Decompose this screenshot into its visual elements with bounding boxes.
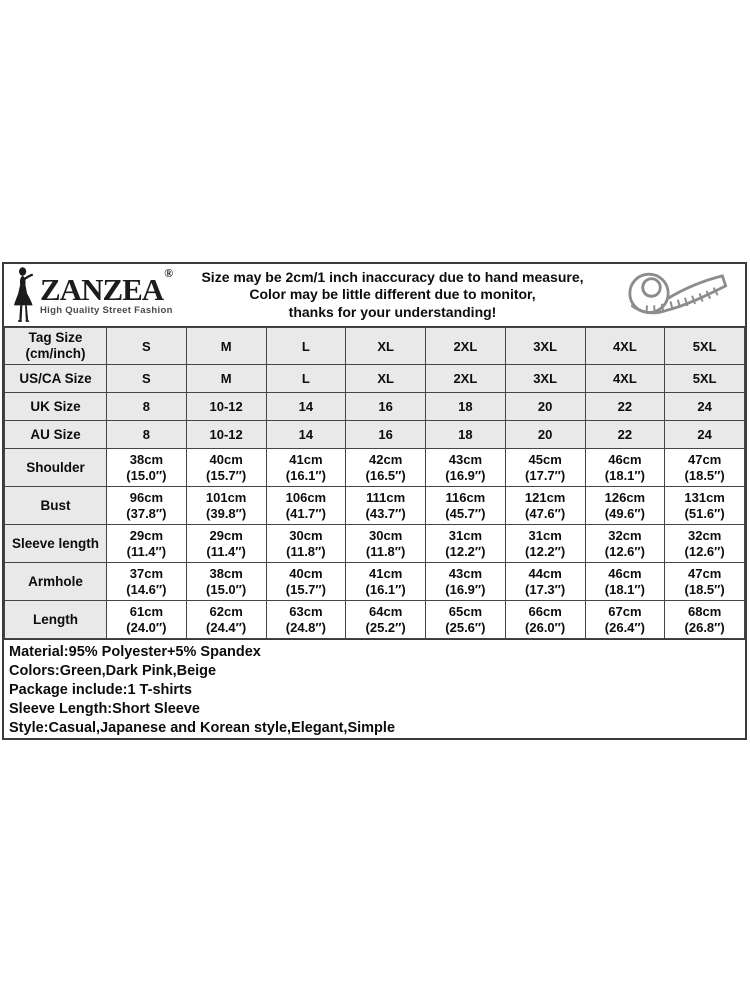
row-label-bust	[5, 487, 107, 525]
size-cell	[426, 487, 506, 525]
size-cell	[505, 449, 585, 487]
size-cell: 8	[107, 393, 187, 421]
woman-silhouette-icon	[10, 266, 38, 324]
size-cell: 5XL	[665, 328, 745, 365]
cell-inch: (18.1″)	[604, 467, 645, 483]
size-cell	[505, 563, 585, 601]
size-cell: XL	[346, 328, 426, 365]
disclaimer-line: Color may be little different due to monitor,	[249, 286, 536, 303]
cell-inch: (18.5″)	[684, 467, 725, 483]
size-cell: S	[107, 365, 187, 393]
cell-cm: 37cm	[129, 565, 163, 581]
size-cell	[505, 601, 585, 639]
size-cell: 22	[585, 393, 665, 421]
row-label-us-ca-size	[5, 365, 107, 393]
product-info-line: Sleeve Length:Short Sleeve	[9, 701, 200, 717]
cell-cm: 30cm	[369, 527, 403, 543]
size-cell	[426, 525, 506, 563]
row-label-line: UK Size	[30, 398, 81, 414]
brand-logo	[4, 266, 182, 324]
size-cell	[266, 487, 346, 525]
cell-cm: 101cm	[205, 489, 247, 505]
cell-cm: 43cm	[448, 565, 482, 581]
size-cell	[107, 563, 187, 601]
row-label-sleeve-length	[5, 525, 107, 563]
row-label-armhole	[5, 563, 107, 601]
size-cell	[266, 449, 346, 487]
cell-inch: (26.0″)	[525, 619, 566, 635]
size-cell	[346, 449, 426, 487]
cell-cm: 46cm	[608, 565, 642, 581]
size-cell	[186, 601, 266, 639]
row-label-line: Armhole	[28, 573, 83, 589]
size-cell	[665, 563, 745, 601]
size-cell: XL	[346, 365, 426, 393]
size-cell	[186, 563, 266, 601]
size-cell: 18	[426, 393, 506, 421]
size-cell: 2XL	[426, 328, 506, 365]
tape-icon-wrap	[603, 265, 745, 325]
size-cell: 8	[107, 421, 187, 449]
size-cell: 2XL	[426, 365, 506, 393]
size-table-row-tag-size-cm-inch	[5, 328, 745, 365]
cell-cm: 29cm	[209, 527, 243, 543]
cell-cm: 66cm	[528, 603, 562, 619]
cell-cm: 40cm	[289, 565, 323, 581]
cell-cm: 38cm	[209, 565, 243, 581]
size-cell: 24	[665, 393, 745, 421]
cell-inch: (37.8″)	[126, 505, 167, 521]
size-cell	[346, 601, 426, 639]
size-cell	[585, 449, 665, 487]
cell-inch: (11.8″)	[365, 543, 406, 559]
size-cell	[107, 487, 187, 525]
row-label-line: Tag Size	[28, 330, 83, 345]
size-cell: 14	[266, 393, 346, 421]
product-info-line: Material:95% Polyester+5% Spandex	[9, 644, 261, 660]
size-cell	[346, 487, 426, 525]
size-cell	[266, 525, 346, 563]
size-cell: L	[266, 365, 346, 393]
product-info-line: Package include:1 T-shirts	[9, 682, 192, 698]
cell-inch: (15.7″)	[206, 467, 247, 483]
cell-inch: (25.2″)	[365, 619, 406, 635]
row-label-line: Length	[33, 611, 78, 627]
size-cell: 5XL	[665, 365, 745, 393]
row-label-line: US/CA Size	[19, 370, 92, 386]
cell-cm: 32cm	[608, 527, 642, 543]
cell-inch: (18.5″)	[684, 581, 725, 597]
cell-inch: (17.7″)	[525, 467, 566, 483]
size-cell: 24	[665, 421, 745, 449]
cell-inch: (15.0″)	[206, 581, 247, 597]
size-cell	[266, 563, 346, 601]
size-cell: 20	[505, 393, 585, 421]
size-cell	[426, 449, 506, 487]
cell-inch: (12.2″)	[525, 543, 566, 559]
size-cell: M	[186, 365, 266, 393]
size-cell	[505, 525, 585, 563]
row-label-line: Shoulder	[26, 459, 85, 475]
row-label-line: AU Size	[30, 426, 81, 442]
size-cell	[585, 487, 665, 525]
cell-inch: (15.0″)	[126, 467, 167, 483]
size-cell	[665, 449, 745, 487]
size-chart-sheet	[2, 262, 747, 740]
size-table-row-sleeve-length	[5, 525, 745, 563]
size-cell: M	[186, 328, 266, 365]
size-table-row-shoulder	[5, 449, 745, 487]
cell-cm: 121cm	[524, 489, 566, 505]
size-cell	[266, 601, 346, 639]
cell-inch: (18.1″)	[604, 581, 645, 597]
brand-text-block	[40, 265, 174, 317]
cell-inch: (47.6″)	[525, 505, 566, 521]
product-info-line: Colors:Green,Dark Pink,Beige	[9, 663, 217, 679]
cell-cm: 47cm	[688, 565, 722, 581]
row-label-au-size	[5, 421, 107, 449]
cell-cm: 46cm	[608, 451, 642, 467]
size-cell: 3XL	[505, 328, 585, 365]
size-cell	[665, 525, 745, 563]
cell-inch: (51.6″)	[684, 505, 725, 521]
size-cell	[426, 563, 506, 601]
cell-cm: 62cm	[209, 603, 243, 619]
row-label-length	[5, 601, 107, 639]
size-table-row-au-size	[5, 421, 745, 449]
cell-cm: 126cm	[604, 489, 646, 505]
size-cell: 3XL	[505, 365, 585, 393]
cell-inch: (16.5″)	[365, 467, 406, 483]
size-cell: 14	[266, 421, 346, 449]
size-cell	[426, 601, 506, 639]
cell-cm: 65cm	[448, 603, 482, 619]
size-table	[4, 327, 745, 639]
cell-inch: (41.7″)	[285, 505, 326, 521]
size-cell	[186, 487, 266, 525]
size-table-row-us-ca-size	[5, 365, 745, 393]
cell-cm: 40cm	[209, 451, 243, 467]
cell-cm: 44cm	[528, 565, 562, 581]
cell-cm: 111cm	[366, 489, 406, 505]
cell-inch: (11.4″)	[126, 543, 167, 559]
cell-cm: 106cm	[285, 489, 327, 505]
header	[4, 264, 745, 327]
cell-inch: (12.6″)	[684, 543, 725, 559]
cell-cm: 30cm	[289, 527, 323, 543]
cell-inch: (11.4″)	[206, 543, 246, 559]
disclaimer-text	[182, 269, 603, 322]
brand-name: ZANZEA	[40, 272, 164, 308]
cell-inch: (16.1″)	[285, 467, 326, 483]
cell-inch: (12.6″)	[604, 543, 645, 559]
size-cell	[585, 525, 665, 563]
size-table-row-length	[5, 601, 745, 639]
cell-inch: (24.0″)	[126, 619, 167, 635]
size-cell	[186, 449, 266, 487]
cell-inch: (49.6″)	[604, 505, 645, 521]
size-cell: 10-12	[186, 393, 266, 421]
row-label-line: (cm/inch)	[25, 346, 86, 361]
brand-tagline: High Quality Street Fashion	[40, 305, 173, 317]
cell-inch: (39.8″)	[206, 505, 247, 521]
row-label-shoulder	[5, 449, 107, 487]
cell-inch: (16.1″)	[365, 581, 406, 597]
size-table-row-armhole	[5, 563, 745, 601]
size-cell	[107, 601, 187, 639]
size-cell: 18	[426, 421, 506, 449]
cell-cm: 116cm	[445, 489, 486, 505]
row-label-uk-size	[5, 393, 107, 421]
cell-inch: (12.2″)	[445, 543, 486, 559]
cell-inch: (16.9″)	[445, 467, 486, 483]
cell-inch: (17.3″)	[525, 581, 566, 597]
cell-cm: 31cm	[448, 527, 482, 543]
cell-cm: 38cm	[129, 451, 163, 467]
cell-cm: 43cm	[448, 451, 482, 467]
size-cell	[107, 449, 187, 487]
cell-inch: (45.7″)	[445, 505, 486, 521]
cell-inch: (11.8″)	[286, 543, 326, 559]
cell-cm: 96cm	[129, 489, 163, 505]
size-cell: 20	[505, 421, 585, 449]
cell-cm: 61cm	[129, 603, 163, 619]
size-cell: 4XL	[585, 328, 665, 365]
cell-cm: 31cm	[528, 527, 562, 543]
cell-inch: (24.8″)	[285, 619, 326, 635]
size-cell: 16	[346, 421, 426, 449]
disclaimer-line: thanks for your understanding!	[288, 303, 497, 320]
cell-inch: (26.8″)	[684, 619, 725, 635]
size-cell	[585, 601, 665, 639]
brand-name-row	[40, 265, 174, 308]
size-cell: L	[266, 328, 346, 365]
cell-cm: 47cm	[688, 451, 722, 467]
cell-cm: 68cm	[688, 603, 722, 619]
registered-mark-icon: ®	[164, 265, 174, 280]
product-info-line: Style:Casual,Japanese and Korean style,Elegant,Simple	[9, 720, 396, 736]
size-table-row-uk-size	[5, 393, 745, 421]
cell-inch: (26.4″)	[604, 619, 645, 635]
cell-inch: (43.7″)	[365, 505, 406, 521]
size-cell	[665, 487, 745, 525]
size-table-row-bust	[5, 487, 745, 525]
row-label-tag-size-cm-inch	[5, 328, 107, 365]
measuring-tape-icon	[613, 265, 735, 325]
product-info	[4, 639, 745, 738]
cell-inch: (15.7″)	[285, 581, 326, 597]
size-cell	[585, 563, 665, 601]
size-cell: 22	[585, 421, 665, 449]
cell-inch: (16.9″)	[445, 581, 486, 597]
size-cell: 10-12	[186, 421, 266, 449]
cell-cm: 32cm	[688, 527, 722, 543]
size-cell: 16	[346, 393, 426, 421]
disclaimer-line: Size may be 2cm/1 inch inaccuracy due to hand measure,	[201, 268, 584, 285]
size-cell	[186, 525, 266, 563]
cell-inch: (25.6″)	[445, 619, 486, 635]
cell-cm: 131cm	[684, 489, 725, 505]
size-cell: S	[107, 328, 187, 365]
cell-inch: (14.6″)	[126, 581, 167, 597]
cell-inch: (24.4″)	[206, 619, 247, 635]
size-cell	[346, 525, 426, 563]
size-cell	[107, 525, 187, 563]
cell-cm: 67cm	[608, 603, 642, 619]
cell-cm: 64cm	[369, 603, 403, 619]
cell-cm: 29cm	[129, 527, 163, 543]
cell-cm: 42cm	[369, 451, 403, 467]
size-cell	[505, 487, 585, 525]
cell-cm: 41cm	[369, 565, 403, 581]
size-cell	[346, 563, 426, 601]
size-cell: 4XL	[585, 365, 665, 393]
row-label-line: Bust	[40, 497, 71, 513]
cell-cm: 63cm	[289, 603, 323, 619]
cell-cm: 45cm	[528, 451, 562, 467]
row-label-line: Sleeve length	[11, 535, 100, 551]
size-cell	[665, 601, 745, 639]
cell-cm: 41cm	[289, 451, 323, 467]
